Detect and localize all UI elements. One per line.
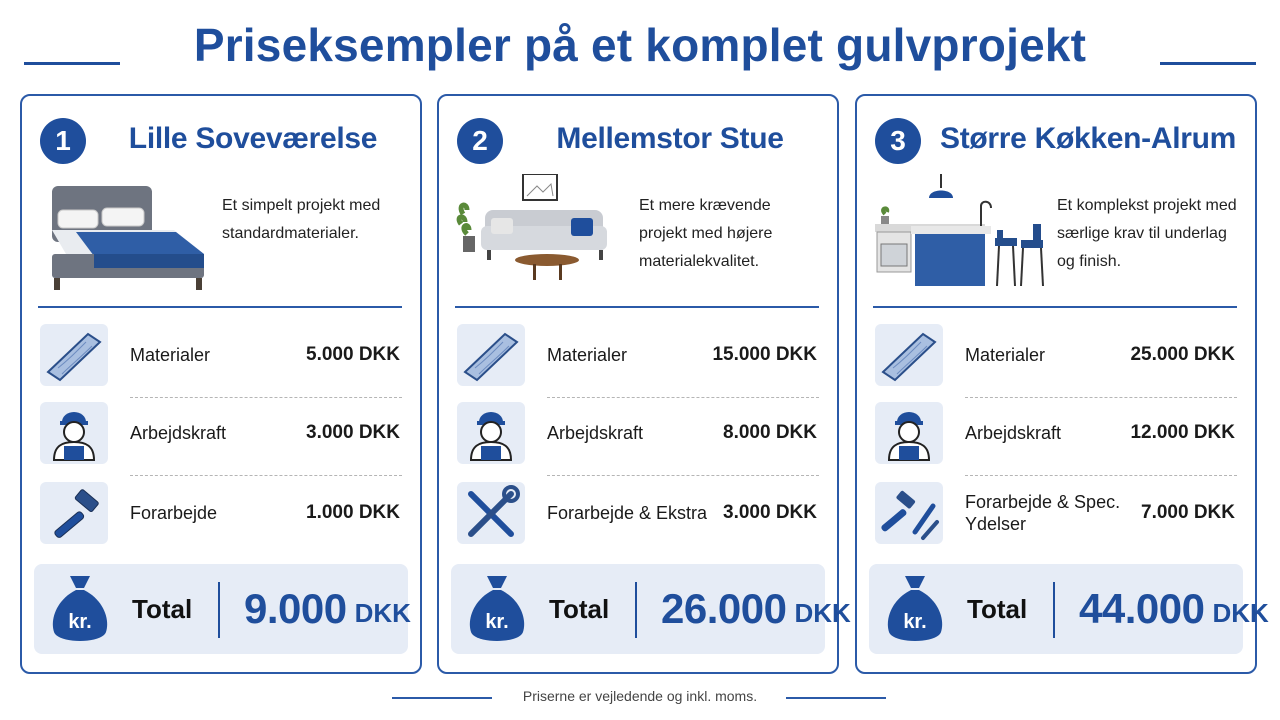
bed-icon bbox=[36, 174, 216, 294]
cost-row-prep bbox=[38, 482, 402, 546]
row-value: 7.000 DKK bbox=[1141, 502, 1235, 523]
row-label: Arbejdskraft bbox=[130, 423, 227, 443]
row-divider bbox=[130, 475, 402, 476]
card-title: Større Køkken-Alrum bbox=[939, 122, 1237, 155]
divider bbox=[873, 306, 1237, 308]
divider bbox=[38, 306, 402, 308]
header bbox=[0, 14, 1280, 84]
total-label: Total bbox=[132, 593, 193, 624]
cost-row-materials bbox=[455, 324, 819, 388]
card-title: Mellemstor Stue bbox=[556, 122, 784, 155]
title-rule-left bbox=[24, 62, 120, 65]
cost-row-labor bbox=[455, 402, 819, 466]
cost-row-materials bbox=[38, 324, 402, 388]
total-label: Total bbox=[967, 593, 1028, 624]
hammer-icon bbox=[40, 482, 108, 544]
footer-rule-left bbox=[392, 697, 492, 699]
total-value bbox=[1079, 564, 1269, 654]
cost-row-labor bbox=[38, 402, 402, 466]
title-rule-right bbox=[1160, 62, 1256, 65]
card-medium-living-room bbox=[437, 94, 851, 674]
worker-icon bbox=[457, 402, 525, 464]
cost-row-labor bbox=[873, 402, 1237, 466]
cost-row-prep bbox=[873, 482, 1237, 546]
row-label: Forarbejde & Spec. Ydelser bbox=[965, 492, 1121, 534]
worker-icon bbox=[875, 402, 943, 464]
wood-plank-icon bbox=[457, 324, 525, 386]
divider bbox=[455, 306, 819, 308]
card-title: Lille Soveværelse bbox=[128, 122, 378, 155]
wood-plank-icon bbox=[40, 324, 108, 386]
row-divider bbox=[965, 397, 1237, 398]
total-divider bbox=[1053, 582, 1055, 638]
card-large-kitchen bbox=[855, 94, 1269, 674]
row-label: Materialer bbox=[965, 345, 1046, 365]
card-description: Et simpelt projekt med standardmaterialer. bbox=[222, 197, 381, 242]
row-label: Arbejdskraft bbox=[547, 423, 644, 443]
row-value: 5.000 DKK bbox=[306, 344, 400, 365]
total-value bbox=[244, 564, 411, 654]
wrench-screwdriver-icon bbox=[457, 482, 525, 544]
sofa-icon bbox=[453, 174, 633, 294]
wood-plank-icon bbox=[875, 324, 943, 386]
total-box bbox=[34, 564, 411, 654]
bag-label: kr. bbox=[903, 611, 927, 633]
total-unit: DKK bbox=[354, 597, 411, 628]
total-amount: 9.000 bbox=[244, 585, 347, 632]
cost-row-prep bbox=[455, 482, 819, 546]
row-value: 1.000 DKK bbox=[306, 502, 400, 523]
total-divider bbox=[218, 582, 220, 638]
card-small-bedroom bbox=[20, 94, 422, 674]
row-value: 25.000 DKK bbox=[1130, 344, 1235, 365]
card-description: Et komplekst projekt med særlige krav til underlag og finish. bbox=[1057, 197, 1237, 270]
row-label: Arbejdskraft bbox=[965, 423, 1062, 443]
row-label: Forarbejde & Ekstra bbox=[547, 503, 708, 523]
total-unit: DKK bbox=[1212, 597, 1269, 628]
total-box bbox=[451, 564, 851, 654]
row-value: 3.000 DKK bbox=[723, 502, 817, 523]
card-number: 3 bbox=[875, 118, 921, 164]
row-value: 3.000 DKK bbox=[306, 422, 400, 443]
row-divider bbox=[965, 475, 1237, 476]
footer bbox=[0, 688, 1280, 708]
bag-label: kr. bbox=[485, 611, 509, 633]
total-label: Total bbox=[549, 593, 610, 624]
cost-row-materials bbox=[873, 324, 1237, 388]
footer-rule-right bbox=[786, 697, 886, 699]
footer-note: Priserne er vejledende og inkl. moms. bbox=[522, 688, 758, 704]
worker-icon bbox=[40, 402, 108, 464]
bag-label: kr. bbox=[68, 611, 92, 633]
card-number: 1 bbox=[40, 118, 86, 164]
row-value: 15.000 DKK bbox=[712, 344, 817, 365]
money-bag-icon bbox=[883, 570, 947, 648]
tools-icon bbox=[875, 482, 943, 544]
row-value: 12.000 DKK bbox=[1130, 422, 1235, 443]
row-label: Materialer bbox=[130, 345, 211, 365]
money-bag-icon bbox=[48, 570, 112, 648]
total-amount: 44.000 bbox=[1079, 585, 1205, 632]
row-divider bbox=[130, 397, 402, 398]
row-value: 8.000 DKK bbox=[723, 422, 817, 443]
card-number: 2 bbox=[457, 118, 503, 164]
total-unit: DKK bbox=[794, 597, 851, 628]
kitchen-icon bbox=[871, 174, 1051, 294]
money-bag-icon bbox=[465, 570, 529, 648]
total-amount: 26.000 bbox=[661, 585, 787, 632]
row-label: Forarbejde bbox=[130, 503, 218, 523]
card-description: Et mere krævende projekt med højere materialekvalitet. bbox=[639, 197, 773, 270]
row-divider bbox=[547, 397, 819, 398]
page-title: Priseksempler på et komplet gulvprojekt bbox=[193, 19, 1087, 71]
total-box bbox=[869, 564, 1269, 654]
total-divider bbox=[635, 582, 637, 638]
row-label: Materialer bbox=[547, 345, 628, 365]
row-divider bbox=[547, 475, 819, 476]
total-value bbox=[661, 564, 851, 654]
